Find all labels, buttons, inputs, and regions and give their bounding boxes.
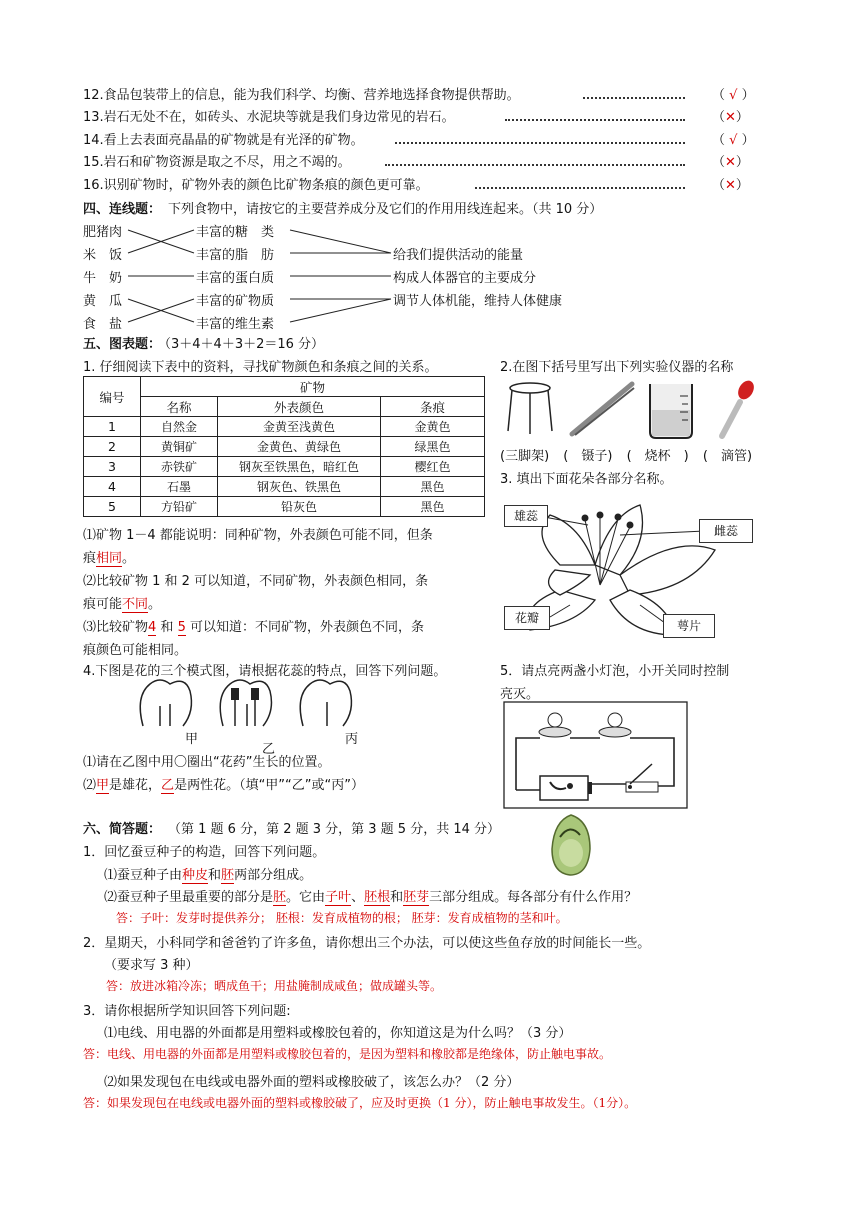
answer-fill: 子叶 <box>325 890 352 905</box>
answer-1-1: ⑴矿物 1－4 都能说明：同种矿物，外表颜色可能不同，但条 <box>83 528 433 543</box>
food-item: 肥猪肉 <box>83 225 123 240</box>
text: 痕可能 <box>83 597 123 612</box>
text: 。它由 <box>286 890 326 905</box>
cell: 黄铜矿 <box>141 437 218 457</box>
flower-bing <box>300 680 351 726</box>
answer-1: 答：子叶：发芽时提供养分； 胚根：发育成植物的根； 胚芽：发育成植物的茎和叶。 <box>116 911 568 925</box>
tf-paren: （ √ ） <box>712 88 755 103</box>
question-1-1 <box>104 864 312 883</box>
answer-fill: 胚 <box>221 868 235 883</box>
answer-fill: 胚芽 <box>403 890 430 905</box>
label-beaker: ( 烧杯 ) <box>626 449 689 464</box>
text: 是雄花， <box>109 778 162 793</box>
answer-1-1-line2 <box>83 547 135 566</box>
text: 。 <box>122 551 136 566</box>
table-row <box>84 457 485 477</box>
tf-paren: （✕） <box>712 178 749 193</box>
tf-item-15: 15.岩石和矿物资源是取之不尽，用之不竭的。 <box>83 155 351 170</box>
tf-mark: ✕ <box>725 178 736 193</box>
cell: 自然金 <box>141 417 218 437</box>
label-petal: 花瓣 <box>504 606 550 630</box>
header-streak: 条痕 <box>381 397 485 417</box>
function-item: 给我们提供活动的能量 <box>393 248 524 263</box>
question-1: 1．回忆蚕豆种子的构造，回答下列问题。 <box>83 845 326 860</box>
cell: 赤铁矿 <box>141 457 218 477</box>
text: 。 <box>148 597 162 612</box>
mineral-table <box>83 376 485 517</box>
label-dropper: ( 滴管) <box>702 449 753 464</box>
tf-item-14: 14.看上去表面亮晶晶的矿物就是有光泽的矿物。 <box>83 133 364 148</box>
section-title: 四、连线题： <box>83 202 162 217</box>
answer-3-2: 答：如果发现包在电线或电器外面的塑料或橡胶破了，应及时更换（1 分），防止触电事故发生。（1分）。 <box>83 1096 637 1110</box>
answer-fill: 甲 <box>96 778 110 793</box>
cell: 钢灰色、铁黑色 <box>218 477 381 497</box>
function-item: 构成人体器官的主要成分 <box>393 271 537 286</box>
tf-mark: √ <box>729 88 738 103</box>
label-stamen: 雄蕊 <box>504 505 548 527</box>
answer-1-3-line2: 痕颜色可能相同。 <box>83 643 188 658</box>
tweezers-icon <box>572 384 634 435</box>
nutrient-item: 丰富的糖 类 <box>196 225 275 240</box>
header-no: 编号 <box>84 377 141 417</box>
cell: 3 <box>84 457 141 477</box>
answer-fill: 相同 <box>96 551 123 566</box>
tf-mark: ✕ <box>725 110 736 125</box>
question-3: 3. 填出下面花朵各部分名称。 <box>500 472 673 487</box>
tripod-icon <box>508 383 552 434</box>
question-2: 2.在图下括号里写出下列实验仪器的名称 <box>500 360 734 375</box>
text: 、 <box>351 890 365 905</box>
nutrient-item: 丰富的脂 肪 <box>196 248 275 263</box>
tf-mark: ✕ <box>725 155 736 170</box>
text: 两部分组成。 <box>234 868 313 883</box>
answer-1-3 <box>83 616 424 635</box>
cell: 铅灰色 <box>218 497 381 517</box>
circuit-diagram <box>504 702 688 810</box>
tf-item-13: 13.岩石无处不在，如砖头、水泥块等就是我们身边常见的岩石。 <box>83 110 455 125</box>
section-title: 六、简答题： <box>83 822 162 837</box>
function-item: 调节人体机能，维持人体健康 <box>393 294 563 309</box>
answer-3-1: 答：电线、用电器的外面都是用塑料或橡胶包着的，是因为塑料和橡胶都是绝缘体，防止触电事故。 <box>83 1047 612 1061</box>
question-1: 1. 仔细阅读下表中的资料，寻找矿物颜色和条痕之间的关系。 <box>83 360 438 375</box>
tf-mark: √ <box>729 133 738 148</box>
answer-1-2-line2 <box>83 593 161 612</box>
question-4-1: ⑴请在乙图中用〇圈出“花药”生长的位置。 <box>83 755 331 770</box>
label-tweezers: ( 镊子) <box>563 449 613 464</box>
food-item: 黄 瓜 <box>83 294 123 309</box>
cell: 黑色 <box>381 477 485 497</box>
question-4: 4.下图是花的三个模式图，请根据花蕊的特点，回答下列问题。 <box>83 664 447 679</box>
cell: 1 <box>84 417 141 437</box>
battery-icon <box>540 776 592 800</box>
cell: 2 <box>84 437 141 457</box>
text: ⑵蚕豆种子里最重要的部分是 <box>104 890 274 905</box>
cell: 金黄色 <box>381 417 485 437</box>
cell: 绿黑色 <box>381 437 485 457</box>
answer-fill: 乙 <box>161 778 175 793</box>
answer-fill: 胚根 <box>364 890 391 905</box>
nutrient-item: 丰富的维生素 <box>196 317 275 332</box>
question-5-line2: 亮灭。 <box>500 687 540 702</box>
dropper-icon <box>722 378 757 436</box>
text: 三部分组成。每各部分有什么作用？ <box>429 890 638 905</box>
flower-yi <box>220 680 271 726</box>
cell: 石墨 <box>141 477 218 497</box>
label-sepal: 萼片 <box>663 614 715 638</box>
instrument-labels <box>500 445 752 464</box>
flower-models <box>135 676 365 736</box>
question-2-line2: （要求写 3 种） <box>104 958 199 973</box>
table-row <box>84 497 485 517</box>
cell: 5 <box>84 497 141 517</box>
answer-fill: 4 <box>148 620 157 635</box>
question-4-2 <box>83 774 364 793</box>
text: ⑵ <box>83 778 97 793</box>
label-jia: 甲 <box>185 732 199 747</box>
label-pistil: 雌蕊 <box>699 519 753 543</box>
text: 痕 <box>83 551 97 566</box>
tf-item-12: 12.食品包装带上的信息，能为我们科学、均衡、营养地选择食物提供帮助。 <box>83 88 520 103</box>
cell: 樱红色 <box>381 457 485 477</box>
nutrient-item: 丰富的蛋白质 <box>196 271 275 286</box>
flower-jia <box>140 680 191 726</box>
table-row <box>84 477 485 497</box>
question-3-2: ⑵如果发现包在电线或电器外面的塑料或橡胶破了，该怎么办？（2 分） <box>104 1075 520 1090</box>
text: ⑶比较矿物 <box>83 620 149 635</box>
cell: 金黄色、黄绿色 <box>218 437 381 457</box>
answer-fill: 胚 <box>273 890 287 905</box>
text: 和 <box>208 868 222 883</box>
header-name: 名称 <box>141 397 218 417</box>
text: 可以知道：不同矿物，外表颜色不同，条 <box>185 620 424 635</box>
text: 是两性花。（填“甲”“乙”或“丙”） <box>174 778 364 793</box>
table-row <box>84 417 485 437</box>
tf-paren: （✕） <box>712 155 749 170</box>
question-3: 3．请你根据所学知识回答下列问题: <box>83 1004 291 1019</box>
answer-2: 答：放进冰箱冷冻；晒成鱼干；用盐腌制成咸鱼；做成罐头等。 <box>106 979 443 993</box>
cell: 金黄至浅黄色 <box>218 417 381 437</box>
header-color: 外表颜色 <box>218 397 381 417</box>
section-title: 五、图表题： <box>83 337 162 352</box>
nutrient-item: 丰富的矿物质 <box>196 294 275 309</box>
instrument-images <box>500 376 770 441</box>
cell: 钢灰至铁黑色，暗红色 <box>218 457 381 477</box>
answer-fill: 种皮 <box>182 868 209 883</box>
cell: 4 <box>84 477 141 497</box>
beaker-icon <box>650 384 692 438</box>
cell: 黑色 <box>381 497 485 517</box>
table-row <box>84 437 485 457</box>
label-bing: 丙 <box>345 732 359 747</box>
label-yi: 乙 <box>262 742 276 757</box>
food-item: 米 饭 <box>83 248 123 263</box>
tf-paren: （ √ ） <box>712 133 755 148</box>
question-3-1: ⑴电线、用电器的外面都是用塑料或橡胶包着的，你知道这是为什么吗？（3 分） <box>104 1026 572 1041</box>
text: 和 <box>156 620 178 635</box>
text: ⑴蚕豆种子由 <box>104 868 183 883</box>
matching-lines <box>0 0 860 340</box>
header-group: 矿物 <box>141 377 485 397</box>
question-5: 5．请点亮两盏小灯泡，小开关同时控制 <box>500 664 730 679</box>
label-tripod: (三脚架) <box>500 449 550 464</box>
food-item: 食 盐 <box>83 317 123 332</box>
broad-bean-image <box>548 811 594 877</box>
text: 和 <box>390 890 404 905</box>
answer-1-2: ⑵比较矿物 1 和 2 可以知道，不同矿物，外表颜色相同，条 <box>83 574 429 589</box>
question-2: 2．星期天，小科同学和爸爸钓了许多鱼，请你想出三个办法，可以使这些鱼存放的时间能长一些。 <box>83 936 651 951</box>
section-score: （3＋4＋4＋3＋2＝16 分） <box>158 337 325 352</box>
section-score: （第 1 题 6 分，第 2 题 3 分，第 3 题 5 分，共 14 分） <box>168 822 501 837</box>
cell: 方铅矿 <box>141 497 218 517</box>
answer-fill: 5 <box>177 620 186 635</box>
answer-fill: 不同 <box>122 597 149 612</box>
food-item: 牛 奶 <box>83 271 123 286</box>
question-1-2 <box>104 886 637 905</box>
section-desc: 下列食物中，请按它的主要营养成分及它们的作用用线连起来。（共 10 分） <box>168 202 603 217</box>
tf-paren: （✕） <box>712 110 749 125</box>
tf-item-16: 16.识别矿物时，矿物外表的颜色比矿物条痕的颜色更可靠。 <box>83 178 429 193</box>
